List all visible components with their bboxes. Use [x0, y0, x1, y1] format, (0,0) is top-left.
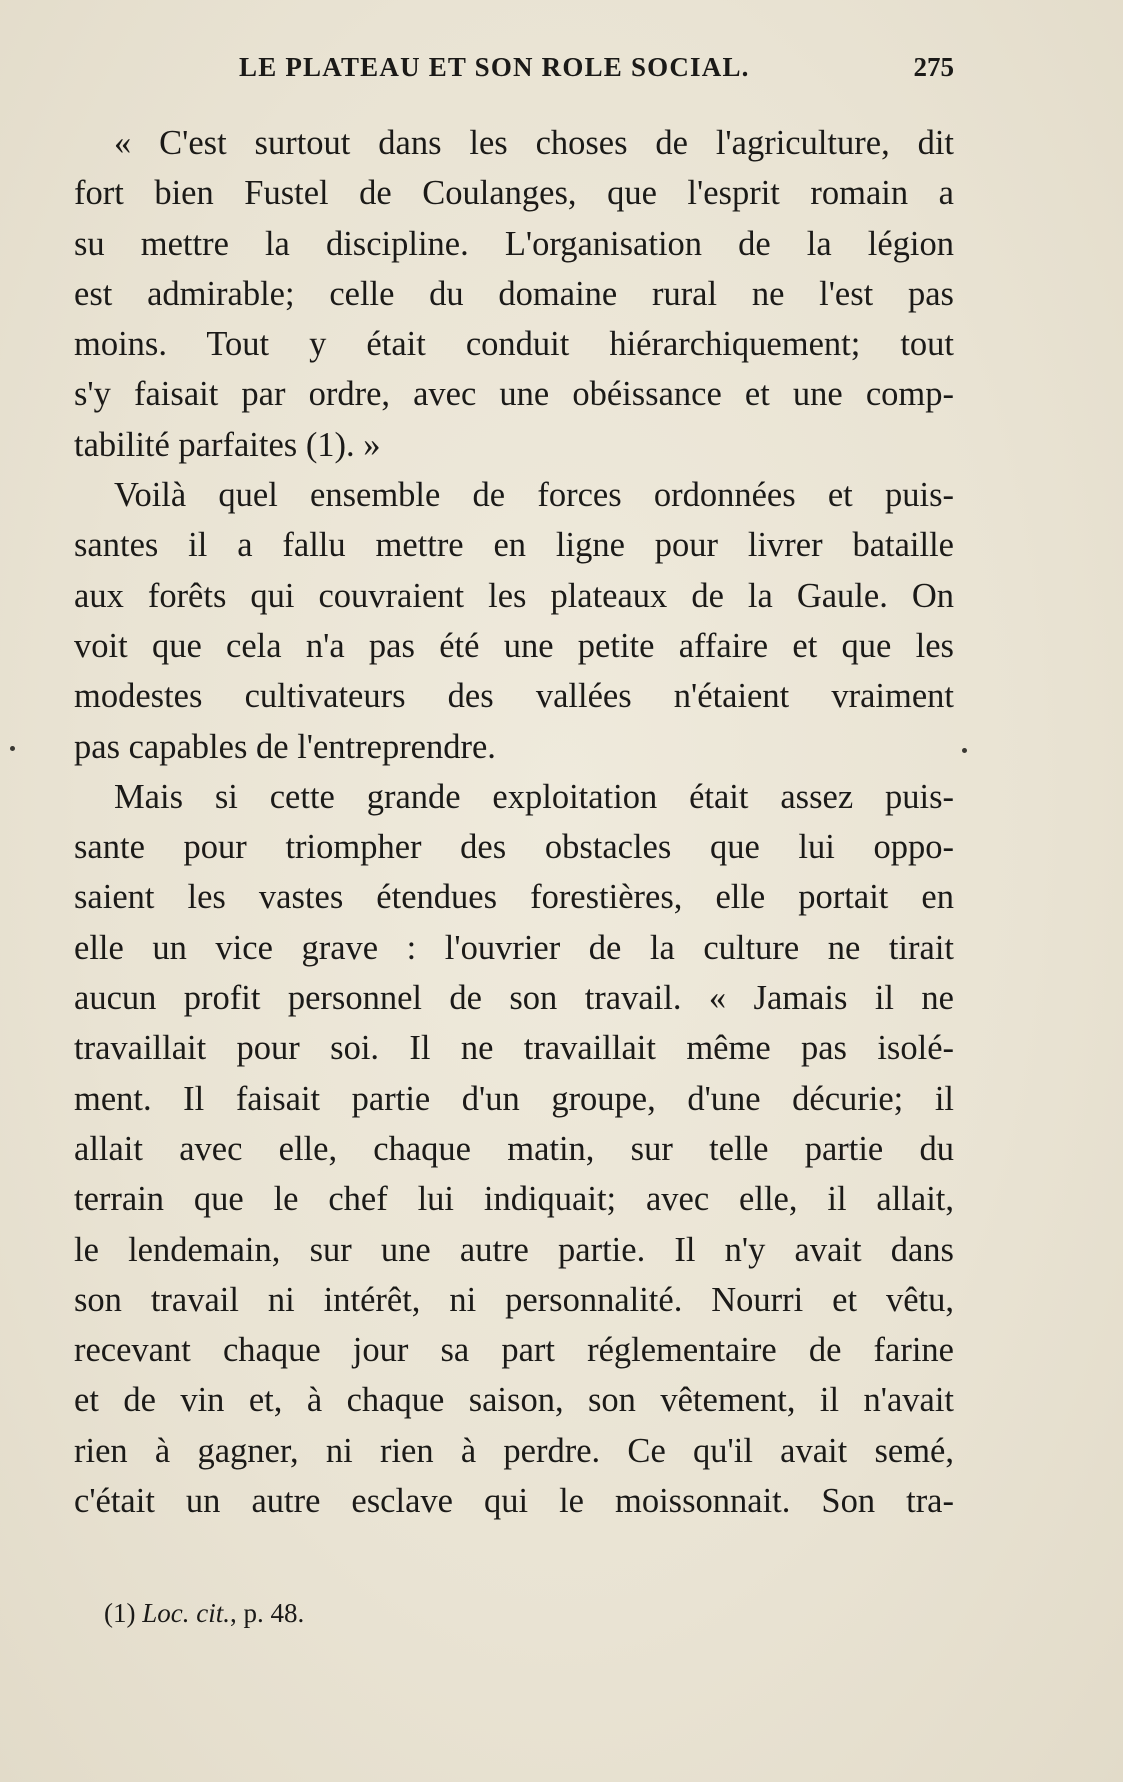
text-line: fort bien Fustel de Coulanges, que l'esprit romain a: [74, 174, 954, 213]
footnote-reference: Loc. cit.: [142, 1598, 230, 1628]
text-line: ment. Il faisait partie d'un groupe, d'une décurie; il: [74, 1079, 954, 1118]
text-line: son travail ni intérêt, ni personnalité. Nourri et vêtu,: [74, 1280, 954, 1319]
paragraph: [74, 118, 954, 470]
text-line: recevant chaque jour sa part réglementaire de farine: [74, 1331, 954, 1370]
page-number: 275: [913, 52, 954, 82]
text-line: c'était un autre esclave qui le moissonnait. Son tra-: [74, 1482, 954, 1521]
stray-speck: [10, 746, 15, 751]
text-line: saient les vastes étendues forestières, elle portait en: [74, 878, 954, 917]
footnote: [104, 1598, 304, 1629]
stray-speck: [962, 748, 967, 753]
text-line: allait avec elle, chaque matin, sur telle partie du: [74, 1129, 954, 1168]
text-line: santes il a fallu mettre en ligne pour livrer bataille: [74, 526, 954, 565]
footnote-page: , p. 48.: [229, 1598, 305, 1628]
paragraph: [74, 470, 954, 772]
page-header: [74, 52, 954, 92]
text-line: rien à gagner, ni rien à perdre. Ce qu'il avait semé,: [74, 1431, 954, 1470]
text-line: elle un vice grave : l'ouvrier de la culture ne tirait: [74, 928, 954, 967]
text-line: tabilité parfaites (1). »: [74, 425, 381, 464]
text-line: « C'est surtout dans les choses de l'agriculture, dit: [114, 124, 954, 162]
text-line: modestes cultivateurs des vallées n'étaient vraiment: [74, 677, 954, 716]
text-line: sante pour triompher des obstacles que lui oppo-: [74, 828, 954, 867]
text-line: s'y faisait par ordre, avec une obéissance et une comp-: [74, 375, 954, 414]
text-line: voit que cela n'a pas été une petite affaire et que les: [74, 626, 954, 665]
text-line: travaillait pour soi. Il ne travaillait même pas isolé-: [74, 1029, 954, 1068]
text-line: pas capables de l'entreprendre.: [74, 727, 496, 766]
text-line: aux forêts qui couvraient les plateaux de la Gaule. On: [74, 576, 954, 615]
text-line: aucun profit personnel de son travail. « Jamais il ne: [74, 979, 954, 1018]
text-line: su mettre la discipline. L'organisation de la légion: [74, 224, 954, 263]
running-head: LE PLATEAU ET SON ROLE SOCIAL.: [239, 52, 750, 82]
text-line: terrain que le chef lui indiquait; avec elle, il allait,: [74, 1180, 954, 1219]
text-line: le lendemain, sur une autre partie. Il n'y avait dans: [74, 1230, 954, 1269]
footnote-number: (1): [104, 1598, 136, 1628]
body-text: [74, 118, 954, 1526]
text-line: et de vin et, à chaque saison, son vêtement, il n'avait: [74, 1381, 954, 1420]
text-line: moins. Tout y était conduit hiérarchiquement; tout: [74, 325, 954, 364]
text-line: Voilà quel ensemble de forces ordonnées et puis-: [114, 476, 954, 515]
paragraph: [74, 772, 954, 1526]
text-line: est admirable; celle du domaine rural ne l'est pas: [74, 274, 954, 313]
text-line: Mais si cette grande exploitation était assez puis-: [114, 777, 954, 816]
